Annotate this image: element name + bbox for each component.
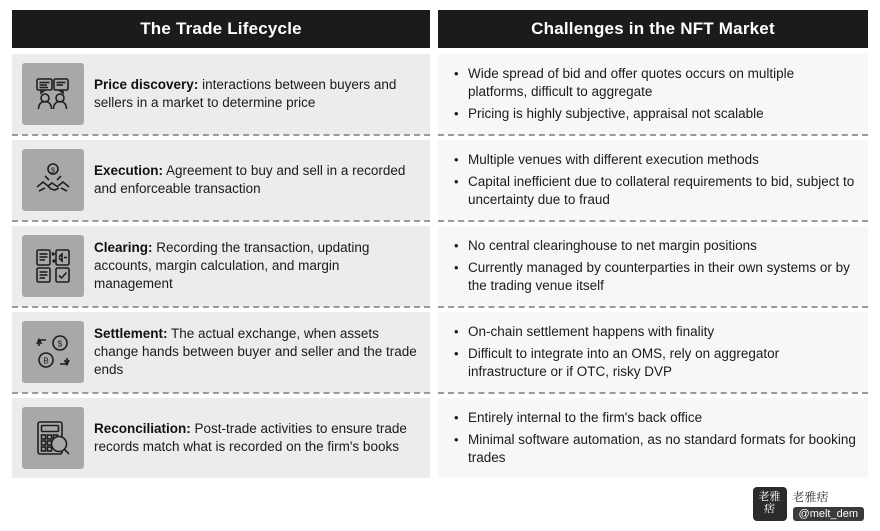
header-gap — [430, 10, 438, 48]
challenges-list — [452, 151, 856, 209]
challenges-cell — [438, 312, 868, 393]
row-gap — [430, 140, 438, 221]
table-header-row — [12, 10, 868, 48]
watermark-name: 老雅痞 — [792, 489, 829, 504]
challenge-item: • Difficult to integrate into an OMS, rely on aggregator infrastructure or if OTC, risky DVP — [452, 345, 856, 381]
watermark-logo: 老雅痞 — [753, 487, 787, 521]
header-left: The Trade Lifecycle — [12, 10, 430, 48]
challenges-cell — [438, 226, 868, 307]
lifecycle-term: Execution: — [94, 163, 164, 179]
challenge-item: • Capital inefficient due to collateral requirements to bid, subject to uncertainty due to fraud — [452, 173, 856, 209]
challenges-list — [452, 237, 856, 295]
svg-text:$: $ — [57, 339, 63, 349]
challenges-cell — [438, 398, 868, 478]
lifecycle-cell — [12, 140, 430, 221]
challenge-item: • No central clearinghouse to net margin positions — [452, 237, 856, 255]
challenges-list — [452, 409, 856, 467]
watermark-handle: @melt_dem — [793, 507, 864, 521]
challenge-item: • Pricing is highly subjective, appraisal not scalable — [452, 105, 856, 123]
row-gap — [430, 312, 438, 393]
table-row — [12, 398, 868, 478]
clearing-documents-icon — [22, 235, 84, 297]
row-gap — [430, 226, 438, 307]
lifecycle-description: Recording the transaction, updating accounts, margin calculation, and margin management — [94, 240, 370, 291]
svg-text:B: B — [43, 356, 49, 366]
watermark — [753, 487, 864, 521]
price-discovery-icon — [22, 63, 84, 125]
row-gap — [430, 398, 438, 478]
table-row — [12, 226, 868, 307]
lifecycle-text — [94, 162, 420, 198]
challenges-cell — [438, 54, 868, 135]
comparison-table — [12, 10, 868, 478]
challenges-cell — [438, 140, 868, 221]
lifecycle-cell — [12, 398, 430, 478]
lifecycle-text — [94, 239, 420, 292]
lifecycle-term: Price discovery: — [94, 77, 199, 93]
challenges-list — [452, 65, 856, 123]
lifecycle-description: Post-trade activities to ensure trade records match what is recorded on the firm's books — [94, 421, 407, 454]
svg-text:$: $ — [51, 167, 55, 175]
challenge-item: • Multiple venues with different execution methods — [452, 151, 856, 169]
execution-handshake-icon — [22, 149, 84, 211]
challenge-item: • On-chain settlement happens with finality — [452, 323, 856, 341]
lifecycle-description: The actual exchange, when assets change hands between buyer and seller and the trade ends — [94, 326, 417, 377]
lifecycle-cell — [12, 226, 430, 307]
challenges-list — [452, 323, 856, 381]
lifecycle-description: interactions between buyers and sellers in a market to determine price — [94, 77, 397, 110]
challenge-item: • Entirely internal to the firm's back office — [452, 409, 856, 427]
lifecycle-text — [94, 325, 420, 378]
lifecycle-cell — [12, 54, 430, 135]
challenge-item: • Wide spread of bid and offer quotes occurs on multiple platforms, difficult to aggregate — [452, 65, 856, 101]
row-gap — [430, 54, 438, 135]
settlement-exchange-icon — [22, 321, 84, 383]
table-row — [12, 312, 868, 393]
challenge-item: • Currently managed by counterparties in their own systems or by the trading venue itself — [452, 259, 856, 295]
challenge-item: • Minimal software automation, as no standard formats for booking trades — [452, 431, 856, 467]
lifecycle-description: Agreement to buy and sell in a recorded and enforceable transaction — [94, 163, 406, 196]
lifecycle-term: Settlement: — [94, 326, 168, 342]
lifecycle-term: Clearing: — [94, 240, 153, 256]
lifecycle-text — [94, 420, 420, 456]
table-row — [12, 54, 868, 135]
table-row — [12, 140, 868, 221]
header-right: Challenges in the NFT Market — [438, 10, 868, 48]
lifecycle-cell — [12, 312, 430, 393]
reconciliation-calculator-icon — [22, 407, 84, 469]
lifecycle-text — [94, 76, 420, 112]
lifecycle-term: Reconciliation: — [94, 421, 191, 437]
